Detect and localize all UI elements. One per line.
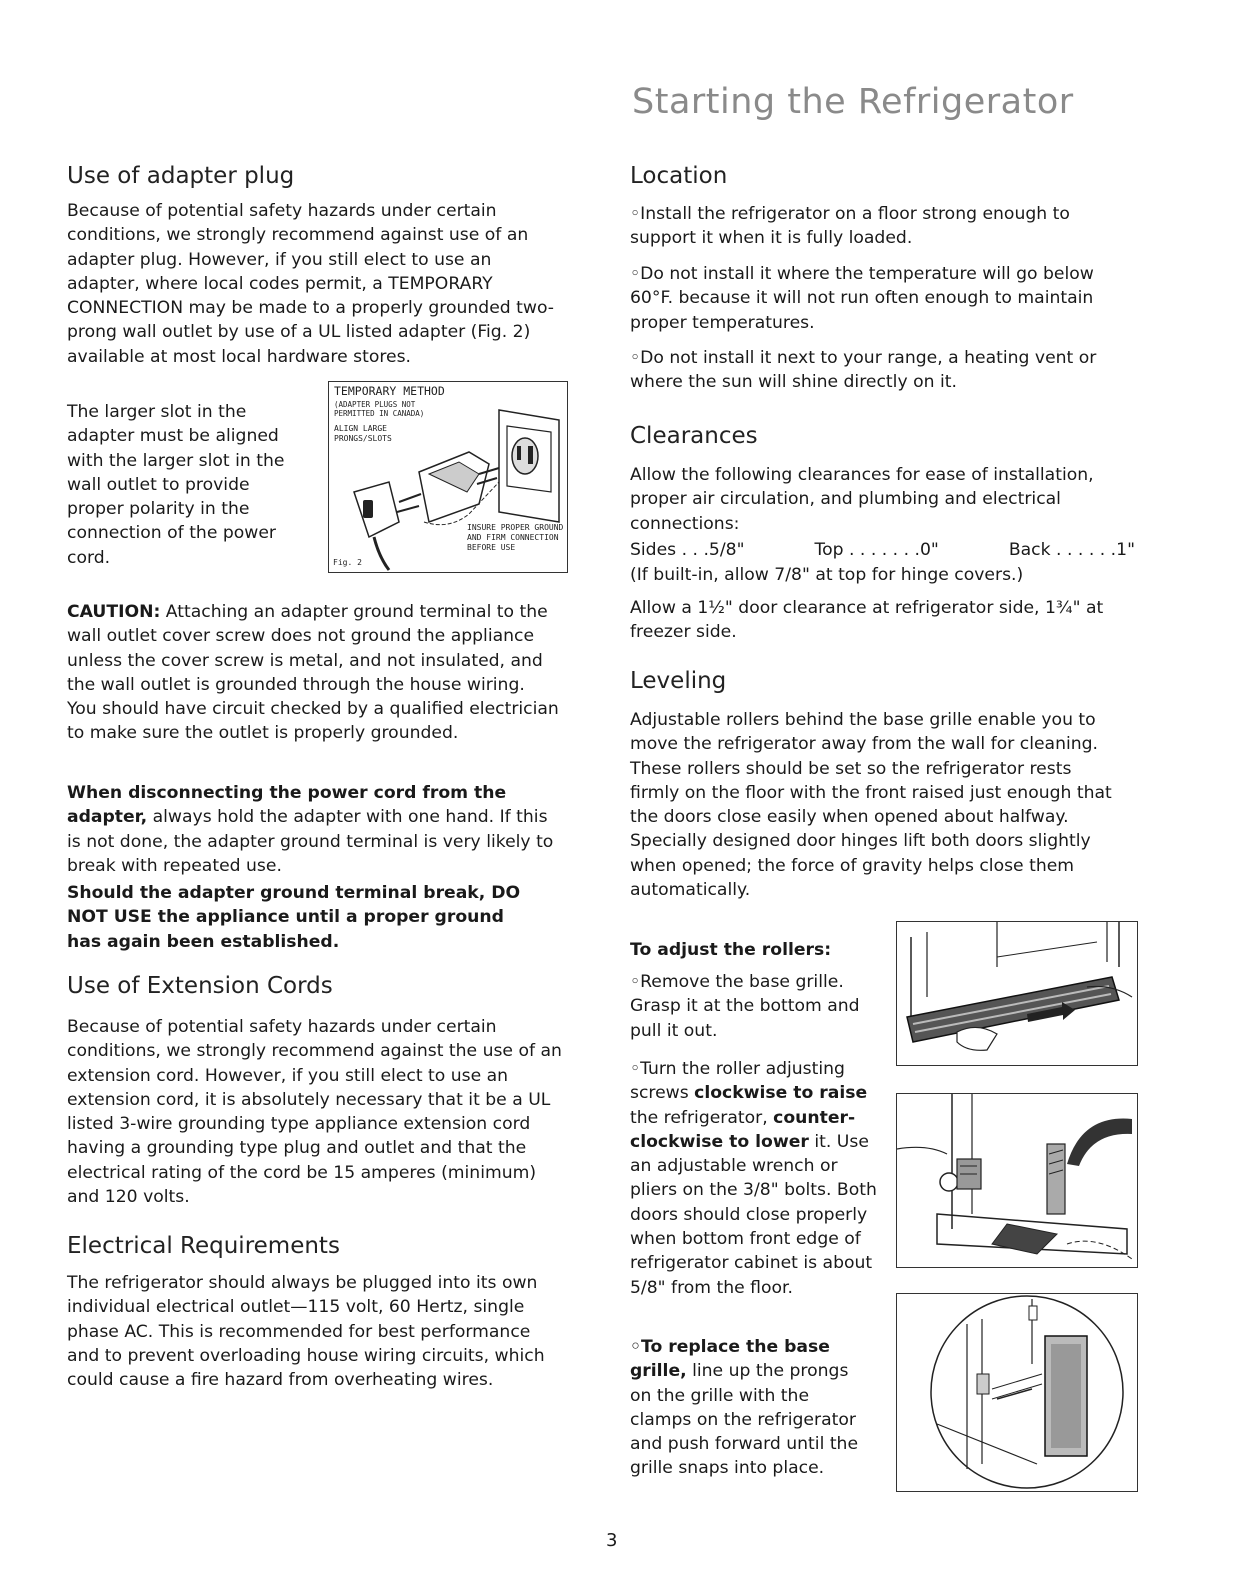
page-title: Starting the Refrigerator (632, 82, 1074, 122)
leveling-text: Adjustable rollers behind the base grille enable you to move the refrigerator away from the wall for cleaning. These rollers should be set so the refrigerator rests firmly on the floor with the front raised just enough that the doors close easily when opened about halfway. Specially designed door hinges lift both doors slightly when opened; the force of gravity helps close them automatically. (630, 710, 1112, 901)
replace-grille-illustration (897, 1294, 1137, 1491)
step2-bold-1: clockwise to raise (694, 1083, 868, 1104)
step3-text: line up the prongs on the grille with the clamps on the refrigerator and push forward until the grille snaps into place. (630, 1361, 859, 1479)
step3-bold: ◦ To replace the base grille, (630, 1337, 830, 1381)
step2-text-a: ◦ Turn the roller adjusting screws (630, 1059, 845, 1103)
leveling-step-1: ◦ Remove the base grille. Grasp it at the bottom and pull it out. (630, 970, 882, 1043)
page-number: 3 (606, 1530, 618, 1551)
fig2-insure: INSURE PROPER GROUND AND FIRM CONNECTION BEFORE USE (467, 523, 564, 552)
extension-text: Because of potential safety hazards under certain conditions, we strongly recommend against the use of an extension cord. However, if you still elect to use an extension cord, it is absolutely necessary that it be a UL listed 3-wire grounding type appliance extension cord having a grounding type plug and outlet and that the electrical rating of the cord be 15 amperes (minimum) and 120 volts. (67, 1017, 562, 1208)
roller-adjust-illustration (897, 1094, 1137, 1267)
adapter-slot-text: The larger slot in the adapter must be aligned with the larger slot in the wall outlet to provide proper polarity in the connection of the power cord. (67, 402, 285, 568)
adapter-warning: Should the adapter ground terminal break, DO NOT USE the appliance until a proper ground has again been established. (67, 883, 521, 952)
adapter-heading: Use of adapter plug (67, 163, 295, 189)
figure-replace-grille (896, 1293, 1138, 1492)
fig2-note: (ADAPTER PLUGS NOT PERMITTED IN CANADA) (334, 400, 425, 418)
step2-text-d: it. Use an adjustable wrench or pliers on the 3/8" bolts. Both doors should close properly when bottom front edge of refrigerator cabinet is about 5/8" from the floor. (630, 1131, 877, 1298)
location-heading: Location (630, 163, 728, 189)
electrical-text: The refrigerator should always be plugged into its own individual electrical outlet—115 volt, 60 Hertz, single phase AC. This is recommended for best performance and to prevent overloading house wiring circuits, which could cause a fire hazard from overheating wires. (67, 1273, 545, 1391)
clearances-intro: Allow the following clearances for ease of installation, proper air circulation, and plumbing and electrical connections: (630, 465, 1094, 534)
clearance-back: Back . . . . . .1" (1008, 540, 1135, 560)
caution-label: CAUTION: (67, 602, 161, 622)
disconnect-bold: When disconnecting the power cord from the adapter, (67, 783, 507, 828)
adapter-disconnect (67, 781, 559, 878)
clearances-heading: Clearances (630, 423, 758, 449)
location-bullet-1: ◦ Install the refrigerator on a floor strong enough to support it when it is fully loaded. (630, 202, 1130, 251)
figure-adjust-rollers (896, 1093, 1138, 1268)
step2-text-c: the refrigerator, (630, 1107, 774, 1128)
clearances-built-in: (If built-in, allow 7/8" at top for hinge covers.) (630, 565, 1024, 585)
leveling-heading: Leveling (630, 668, 727, 694)
location-bullet-3: ◦ Do not install it next to your range, a heating vent or where the sun will shine directly on it. (630, 346, 1130, 395)
leveling-step-2 (630, 1057, 885, 1300)
electrical-heading: Electrical Requirements (67, 1233, 340, 1259)
figure-remove-grille (896, 921, 1138, 1066)
disconnect-text: always hold the adapter with one hand. If this is not done, the adapter ground terminal is very likely to break with repeated use. (67, 807, 554, 876)
step2-bold-2: counter-clockwise to lower (630, 1107, 856, 1152)
remove-grille-illustration (897, 922, 1137, 1065)
fig2-label: Fig. 2 (333, 558, 362, 567)
clearances-door: Allow a 1½" door clearance at refrigerator side, 1¾" at freezer side. (630, 598, 1104, 643)
location-bullet-2: ◦ Do not install it where the temperature will go below 60°F. because it will not run often enough to maintain proper temperatures. (630, 262, 1130, 335)
adjust-rollers-heading: To adjust the rollers: (630, 940, 832, 960)
extension-heading: Use of Extension Cords (67, 973, 333, 999)
leveling-step-3 (630, 1335, 865, 1481)
fig2-title: TEMPORARY METHOD (334, 384, 445, 398)
fig2-align: ALIGN LARGE PRONGS/SLOTS (334, 424, 392, 443)
clearances-dimensions (630, 538, 1135, 562)
caution-text: Attaching an adapter ground terminal to the wall outlet cover screw does not ground the appliance unless the cover screw is metal, and not insulated, and the wall outlet is grounded through the house wiring. You should have circuit checked by a qualified electrician to make sure the outlet is properly grounded. (67, 602, 559, 744)
figure-2-adapter (328, 381, 568, 573)
adapter-intro: Because of potential safety hazards under certain conditions, we strongly recommend against use of an adapter plug. However, if you still elect to use an adapter, where local codes permit, a TEMPORARY CONNECTION may be made to a properly grounded two-prong wall outlet by use of a UL listed adapter (Fig. 2) available at most local hardware stores. (67, 201, 554, 367)
clearance-top: Top . . . . . . .0" (814, 540, 939, 560)
adapter-caution (67, 600, 559, 746)
clearance-sides: Sides . . .5/8" (630, 540, 745, 560)
